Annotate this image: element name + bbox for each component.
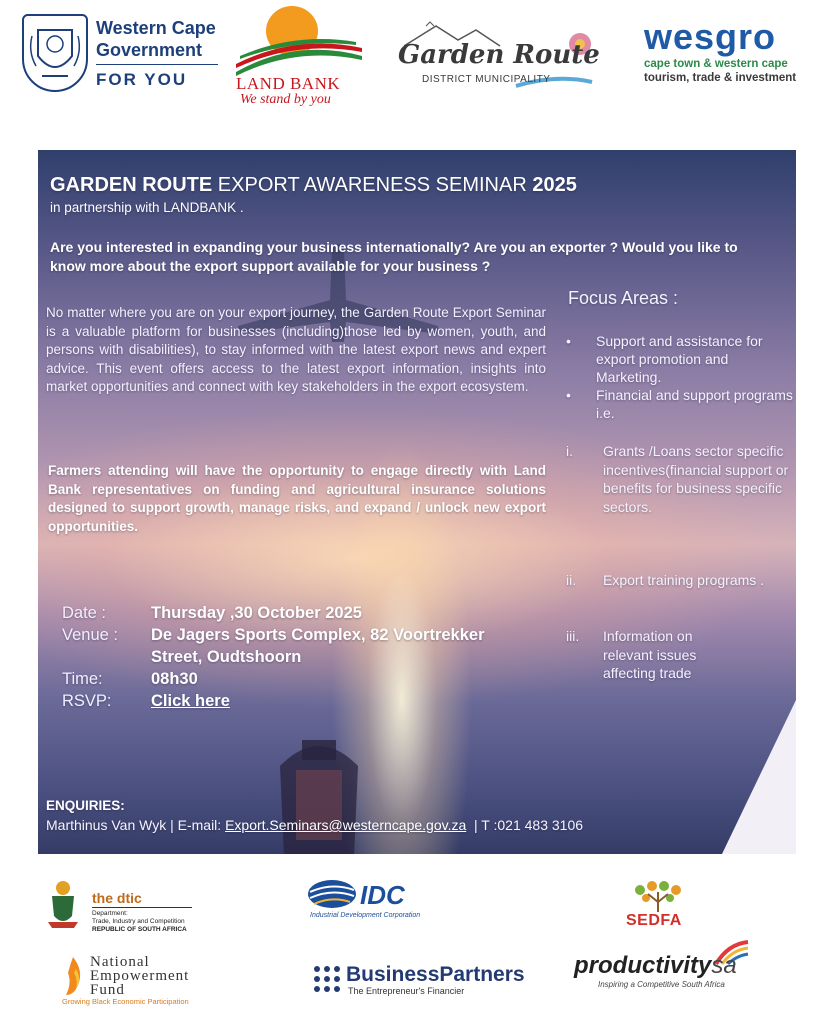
landbank-tagline: We stand by you [240,92,331,107]
nef-line1: National [90,954,150,970]
subtitle: in partnership with LANDBANK . [50,200,244,215]
title-bold-2: 2025 [532,174,577,196]
wcg-divider [96,64,218,65]
title-bold-1: GARDEN ROUTE [50,174,213,196]
landbank-name: LAND BANK [236,74,341,93]
idc-sub: Industrial Development Corporation [310,912,421,919]
wesgro-line2: tourism, trade & investment [644,72,797,84]
focus-item-text: Export training programs . [603,572,765,588]
event-time: 08h30 [151,670,198,688]
event-date: Thursday ,30 October 2025 [151,604,362,622]
dtic-name: the dtic [92,890,142,906]
seminar-poster [38,150,796,854]
wesgro-line1: cape town & western cape [644,58,788,70]
intro-paragraph: No matter where you are on your export journey, the Garden Route Export Seminar is a valuable platform for businesses (including)those led by women, youth, and persons with disabilities), to stay informed with the latest export news and expert advice. This event offers access to the latest export information, insights into market opportunities and connect with key stakeholders in the export ecosystem. [46,305,546,394]
focus-item-number: ii. [566,572,577,588]
event-date-row [62,602,542,624]
wcg-crest-icon [22,14,88,92]
event-venue-line2: Street, Oudtshoorn [151,648,302,666]
wesgro-name: wesgro [644,16,777,57]
productivity-suffix: sa [711,952,737,979]
idc-globe-icon [306,878,358,910]
sa-coat-of-arms-icon [44,878,82,930]
date-label: Date : [62,604,107,622]
rsvp-link[interactable]: Click here [151,692,230,710]
corner-decoration [722,700,796,854]
focus-item-number: iii. [566,628,580,644]
focus-item-number: i. [566,443,573,459]
event-rsvp-row [62,690,542,712]
focus-item [566,442,794,516]
idc-name: IDC [360,880,405,910]
enquiries-title: ENQUIRIES: [46,798,125,813]
event-venue-row-2 [62,646,542,668]
focus-bullets [566,332,794,422]
focus-areas-title: Focus Areas : [568,288,679,308]
event-venue-row [62,624,542,646]
focus-bullet-text: Support and assistance for export promotion and Marketing. [596,333,763,385]
nef-line3: Fund [90,982,125,998]
sedfa-name: SEDFA [626,912,682,929]
dtic-country: REPUBLIC OF SOUTH AFRICA [92,926,187,933]
event-venue-line1: De Jagers Sports Complex, 82 Voortrekker [151,626,485,644]
dtic-sub2: Trade, Industry and Competition [92,918,185,925]
wcg-tagline: FOR YOU [96,70,188,89]
productivity-tagline: Inspiring a Competitive South Africa [598,980,725,989]
time-label: Time: [62,670,103,688]
focus-item-row [566,442,794,516]
focus-bullet-text: Financial and support programs i.e. [596,387,793,421]
bullet-icon: • [566,333,571,349]
businesspartners-dots-icon [312,964,342,994]
focus-bullet-item [566,332,794,386]
nef-flame-icon [60,955,86,997]
focus-item-row [566,627,716,683]
focus-item-text: Information on relevant issues affecting trade [603,628,697,681]
businesspartners-sub: The Entrepreneur's Financier [348,986,465,996]
enquiries-contact [46,817,583,833]
productivity-name [574,952,737,980]
intro-question: Are you interested in expanding your business internationally? Are you an exporter ? Would you like to know more about the export support available for your business ? [50,239,738,274]
focus-item [566,571,794,590]
wcg-name-line1: Western Cape [96,18,216,38]
focus-item-text: Grants /Loans sector specific incentives(financial support or benefits for business specific sectors. [603,443,789,515]
garden-route-sub: DISTRICT MUNICIPALITY [422,74,551,85]
nef-line2: Empowerment [90,968,190,984]
title-regular: EXPORT AWARENESS SEMINAR [217,174,527,196]
farmers-paragraph: Farmers attending will have the opportunity to engage directly with Land Bank representatives on funding and agricultural insurance solutions designed to support growth, manage risks, and expand / unlock new export opportunities. [48,463,546,534]
ship-icon [244,726,394,854]
email-link[interactable]: Export.Seminars@westerncape.gov.za [225,817,467,833]
dtic-department [92,910,185,926]
venue-label: Venue : [62,626,118,644]
rsvp-label: RSVP: [62,692,112,710]
focus-bullet-item [566,386,794,422]
phone-number: | T :021 483 3106 [474,817,584,833]
dtic-sub1: Department: [92,910,128,917]
wcg-name-line2: Government [96,40,203,60]
bullet-icon: • [566,387,571,403]
event-time-row [62,668,542,690]
garden-route-name: Garden Route [398,40,600,70]
focus-item [566,627,716,683]
businesspartners-name: BusinessPartners [346,963,525,986]
page-title [50,174,577,197]
landbank-fields-icon [236,36,364,76]
dtic-divider [92,907,192,908]
nef-tagline: Growing Black Economic Participation [62,997,189,1006]
enquiries-name: Marthinus Van Wyk | E-mail: [46,817,222,833]
productivity-word: productivity [574,952,712,979]
focus-item-row [566,571,794,590]
sedfa-tree-icon [624,880,696,914]
